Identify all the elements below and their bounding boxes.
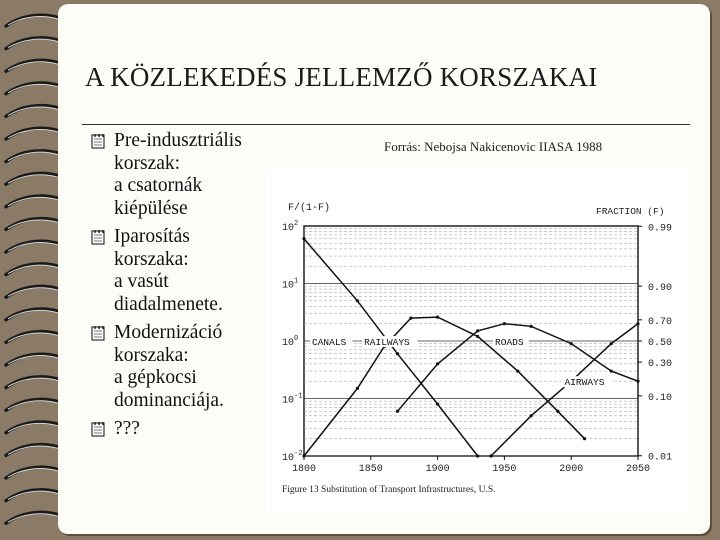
series-point: [476, 454, 479, 457]
series-point: [476, 329, 479, 332]
bullet-line: a vasút: [114, 271, 169, 292]
right-tick-label: 0.70: [648, 316, 673, 328]
binding-ring: [6, 309, 65, 320]
y-tick-label: $10^0$: [282, 335, 299, 349]
binding-ring: [6, 196, 65, 207]
x-tick-label: 1800: [291, 464, 317, 475]
binding-ring: [6, 264, 65, 275]
series-point: [476, 335, 479, 338]
series-point: [610, 369, 613, 372]
binding-ring: [6, 83, 65, 94]
series-point: [396, 352, 399, 355]
series-point: [570, 342, 573, 345]
binding-ring: [6, 60, 65, 71]
bullet-item: [90, 130, 270, 220]
binding-ring: [6, 173, 65, 184]
binding-ring: [6, 512, 65, 523]
substitution-chart: [266, 170, 690, 512]
notebook-checkbox-icon: [90, 325, 107, 342]
series-label: RAILWAYS: [364, 337, 410, 349]
source-note: Forrás: Nebojsa Nakicenovic IIASA 1988: [384, 139, 603, 154]
binding-ring: [6, 219, 65, 230]
series-point: [530, 414, 533, 417]
binding-ring: [6, 15, 65, 26]
binding-ring: [6, 422, 65, 433]
bullet-line: korszaka:: [114, 344, 189, 366]
notebook-checkbox-icon: [90, 229, 107, 246]
chart-caption: Figure 13 Substitution of Transport Infrastructures, U.S.: [282, 485, 496, 495]
bullet-line: Pre-indusztriális: [114, 130, 242, 151]
series-point: [436, 316, 439, 319]
x-tick-label: 2050: [625, 464, 651, 475]
series-point: [356, 299, 359, 302]
bullet-item: [90, 226, 270, 316]
binding-ring: [6, 38, 65, 49]
series-point: [530, 325, 533, 328]
y-tick-label: $10^{-2}$: [282, 450, 303, 464]
bullet-line: a gépkocsi: [114, 367, 197, 388]
y-axis-label: F/(1-F): [288, 203, 331, 214]
series-point: [302, 454, 305, 457]
bullet-line: korszak:: [114, 152, 181, 174]
series-point: [489, 454, 492, 457]
right-axis-label: FRACTION (F): [596, 206, 665, 217]
bullet-line: diadalmenete.: [114, 293, 223, 315]
right-tick-label: 0.30: [648, 359, 673, 371]
binding-ring: [6, 151, 65, 162]
bullet-line: korszaka:: [114, 248, 189, 270]
y-tick-label: $10^{-1}$: [282, 392, 303, 407]
series-label: AIRWAYS: [564, 377, 605, 389]
chart-svg: [266, 170, 690, 512]
bullet-line: Modernizáció: [114, 322, 223, 343]
binding-ring: [6, 354, 65, 365]
x-tick-label: 1900: [425, 464, 450, 475]
binding-ring: [6, 106, 65, 117]
binding-ring: [6, 445, 65, 456]
bullet-item: [90, 322, 270, 412]
series-point: [396, 410, 399, 413]
series-point: [302, 237, 305, 240]
series-point: [516, 369, 519, 372]
series-point: [556, 410, 559, 413]
right-tick-label: 0.10: [648, 392, 673, 404]
x-tick-label: 2000: [559, 464, 584, 475]
right-tick-label: 0.99: [648, 223, 673, 235]
right-tick-label: 0.50: [648, 338, 673, 349]
series-point: [356, 387, 359, 390]
y-tick-label: $10^1$: [282, 277, 299, 292]
binding-ring: [6, 467, 65, 478]
right-tick-label: 0.01: [648, 452, 673, 464]
series-point: [503, 322, 506, 325]
binding-ring: [6, 128, 65, 139]
slide-title: A KÖZLEKEDÉS JELLEMZŐ KORSZAKAI: [85, 62, 598, 92]
binding-ring: [6, 490, 65, 501]
notebook-checkbox-icon: [90, 133, 107, 150]
bullet-line: Iparosítás: [114, 226, 190, 247]
series-point: [610, 342, 613, 345]
bullet-line: kiépülése: [114, 197, 188, 219]
series-point: [583, 437, 586, 440]
series-label: ROADS: [495, 337, 524, 349]
series-point: [436, 362, 439, 365]
binding-ring: [6, 377, 65, 388]
binding-ring: [6, 241, 65, 252]
series-point: [636, 380, 639, 383]
series-point: [636, 322, 639, 325]
binding-ring: [6, 399, 65, 410]
x-tick-label: 1950: [492, 464, 517, 475]
binding-ring: [6, 332, 65, 343]
series-label: CANALS: [312, 337, 347, 349]
bullet-list: [90, 130, 270, 447]
title-divider: [82, 124, 690, 125]
bullet-item: [90, 418, 270, 441]
notebook-checkbox-icon: [90, 421, 107, 438]
series-point: [436, 402, 439, 405]
x-tick-label: 1850: [358, 464, 383, 475]
y-tick-label: $10^2$: [282, 220, 299, 234]
series-point: [409, 317, 412, 320]
bullet-line: ???: [114, 418, 140, 439]
binding-ring: [6, 286, 65, 297]
bullet-line: dominanciája.: [114, 389, 224, 411]
bullet-line: a csatornák: [114, 175, 203, 196]
right-tick-label: 0.90: [648, 283, 673, 295]
